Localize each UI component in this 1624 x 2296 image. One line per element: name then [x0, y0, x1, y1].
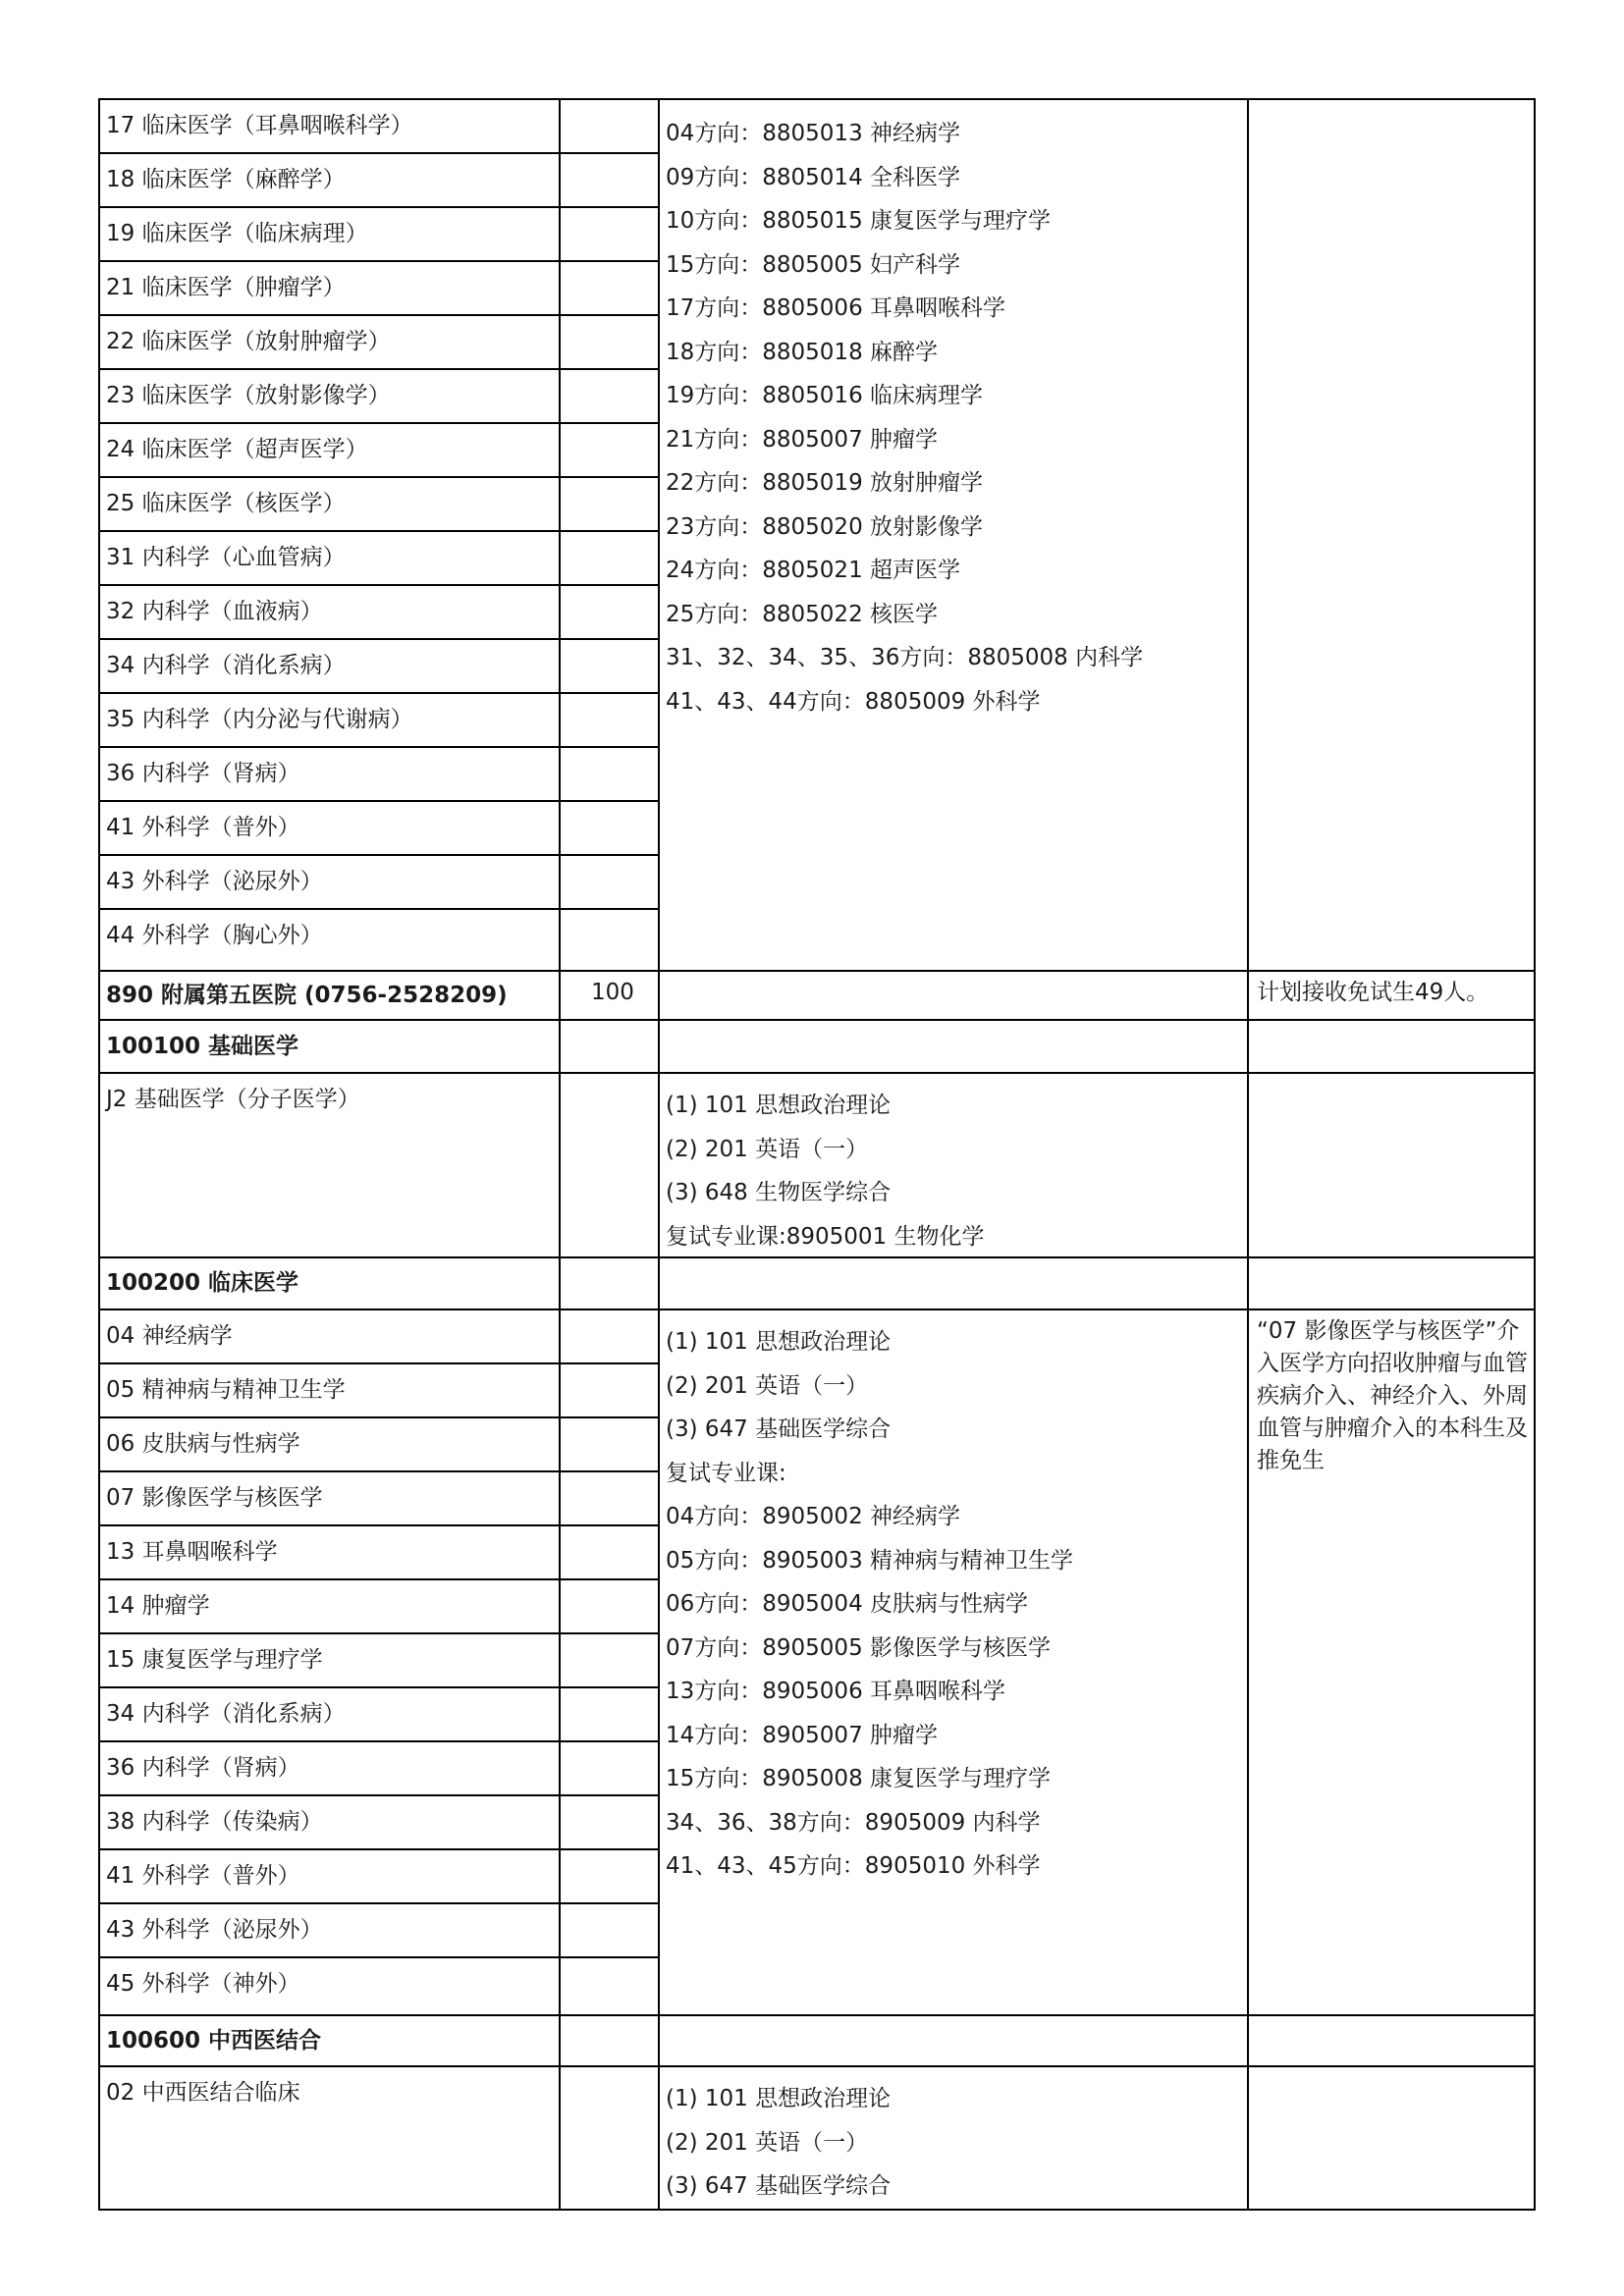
row-line	[98, 1848, 658, 1850]
col-line-3	[1247, 98, 1249, 2211]
hospital-note: 计划接收免试生49人。	[1257, 980, 1489, 1005]
major-cell: 34 内科学（消化系病）	[106, 653, 346, 678]
exam-item: (1) 101 思想政治理论	[666, 1093, 892, 1118]
hospital-name: 890 附属第五医院 (0756-2528209)	[106, 983, 508, 1008]
major-cell: 24 临床医学（超声医学）	[106, 437, 368, 462]
exam-item: 14方向：8905007 肿瘤学	[666, 1722, 939, 1748]
major-cell: 17 临床医学（耳鼻咽喉科学）	[106, 113, 413, 138]
major-cell: 41 外科学（普外）	[106, 1863, 300, 1889]
row-line	[98, 1956, 658, 1958]
major-cell: 36 内科学（肾病）	[106, 761, 300, 786]
row-line	[98, 314, 658, 316]
row-line	[98, 260, 658, 262]
row-line	[98, 1578, 658, 1580]
row-line	[98, 908, 658, 910]
exam-item: (2) 201 英语（一）	[666, 1136, 869, 1162]
major-cell: 31 内科学（心血管病）	[106, 545, 346, 570]
major-cell: 44 外科学（胸心外）	[106, 923, 323, 948]
exam-item: 22方向：8805019 放射肿瘤学	[666, 470, 984, 496]
row-line	[98, 1902, 658, 1904]
major-cell: 34 内科学（消化系病）	[106, 1701, 346, 1727]
major-cell: 43 外科学（泌尿外）	[106, 869, 323, 894]
exam-item: 05方向：8905003 精神病与精神卫生学	[666, 1547, 1074, 1574]
major-cell: 25 临床医学（核医学）	[106, 491, 346, 516]
section-header: 100200 临床医学	[106, 1270, 299, 1296]
row-line	[98, 692, 658, 694]
exam-list	[666, 2077, 891, 2209]
major-cell: 07 影像医学与核医学	[106, 1485, 323, 1511]
exam-item: (2) 201 英语（一）	[666, 1372, 869, 1399]
hospital-quota: 100	[591, 980, 634, 1005]
exam-item: 18方向：8805018 麻醉学	[666, 339, 939, 365]
row-line	[98, 1524, 658, 1526]
major-cell: J2 基础医学（分子医学）	[106, 1087, 360, 1112]
major-cell: 15 康复医学与理疗学	[106, 1647, 323, 1673]
row-line	[98, 1686, 658, 1688]
exam-item: 21方向：8805007 肿瘤学	[666, 426, 939, 453]
major-cell: 35 内科学（内分泌与代谢病）	[106, 707, 413, 732]
major-cell: 23 临床医学（放射影像学）	[106, 383, 391, 408]
major-cell: 21 临床医学（肿瘤学）	[106, 275, 346, 300]
major-cell: 45 外科学（神外）	[106, 1971, 300, 1997]
exam-item: 41、43、45方向：8905010 外科学	[666, 1853, 1041, 1879]
section-header: 100100 基础医学	[106, 1034, 299, 1059]
row-line	[98, 2014, 1536, 2016]
major-cell: 06 皮肤病与性病学	[106, 1431, 300, 1457]
exam-item: 复试专业课:	[666, 1460, 786, 1486]
exam-item: (3) 647 基础医学综合	[666, 1416, 892, 1442]
row-line	[98, 476, 658, 478]
exam-item: 13方向：8905006 耳鼻咽喉科学	[666, 1679, 1006, 1704]
exam-list	[666, 1084, 985, 1258]
row-line	[98, 854, 658, 856]
row-line	[98, 530, 658, 532]
exam-item: 07方向：8905005 影像医学与核医学	[666, 1634, 1052, 1661]
exam-list	[666, 1320, 1073, 1889]
exam-item: 04方向：8805013 神经病学	[666, 121, 961, 146]
exam-item: (2) 201 英语（一）	[666, 2129, 869, 2156]
exam-item: 复试专业课:8905001 生物化学	[666, 1223, 985, 1250]
col-line-1	[559, 98, 561, 2211]
major-cell: 13 耳鼻咽喉科学	[106, 1539, 278, 1565]
exam-item: 34、36、38方向：8905009 内科学	[666, 1809, 1041, 1836]
row-line	[98, 970, 1536, 972]
row-line	[98, 746, 658, 748]
exam-item: (3) 647 基础医学综合	[666, 2173, 892, 2199]
col-line-right	[1534, 98, 1536, 2211]
row-line	[98, 1794, 658, 1796]
admissions-table	[98, 98, 1536, 2211]
exam-item: 25方向：8805022 核医学	[666, 601, 939, 627]
row-line	[98, 2209, 1536, 2211]
row-line	[98, 1740, 658, 1742]
row-line	[98, 1470, 658, 1472]
major-cell: 22 临床医学（放射肿瘤学）	[106, 329, 391, 354]
row-line	[98, 422, 658, 424]
major-cell: 36 内科学（肾病）	[106, 1755, 300, 1781]
major-cell: 43 外科学（泌尿外）	[106, 1917, 323, 1943]
row-line	[98, 98, 1536, 100]
exam-item: 41、43、44方向：8805009 外科学	[666, 688, 1041, 715]
major-cell: 14 肿瘤学	[106, 1593, 210, 1619]
row-line	[98, 1362, 658, 1364]
section-header: 100600 中西医结合	[106, 2028, 322, 2054]
major-cell: 41 外科学（普外）	[106, 815, 300, 840]
exam-item: 17方向：8805006 耳鼻咽喉科学	[666, 295, 1006, 321]
major-cell: 02 中西医结合临床	[106, 2080, 300, 2106]
row-line	[98, 1416, 658, 1418]
exam-list	[666, 112, 1143, 723]
row-line	[98, 584, 658, 586]
row-line	[98, 800, 658, 802]
major-cell: 04 神经病学	[106, 1323, 233, 1349]
col-line-left	[98, 98, 100, 2211]
exam-item: 19方向：8805016 临床病理学	[666, 383, 984, 408]
row-line	[98, 1072, 1536, 1074]
exam-item: 23方向：8805020 放射影像学	[666, 513, 984, 540]
major-cell: 18 临床医学（麻醉学）	[106, 167, 346, 192]
row-line	[98, 1632, 658, 1634]
exam-item: 15方向：8905008 康复医学与理疗学	[666, 1766, 1052, 1791]
row-line	[98, 206, 658, 208]
row-line	[98, 1308, 1536, 1310]
clinical-note: “07 影像医学与核医学”介入医学方向招收肿瘤与血管疾病介入、神经介入、外周血管与肿瘤介入的本科生及推免生	[1257, 1318, 1528, 1473]
major-cell: 38 内科学（传染病）	[106, 1809, 323, 1835]
exam-item: 15方向：8805005 妇产科学	[666, 251, 961, 278]
row-line	[98, 152, 658, 154]
col-line-2	[658, 98, 660, 2211]
row-line	[98, 1019, 1536, 1021]
row-line	[98, 368, 658, 370]
exam-item: (1) 101 思想政治理论	[666, 2086, 892, 2111]
row-line	[98, 638, 658, 640]
major-cell: 19 临床医学（临床病理）	[106, 221, 368, 246]
row-line	[98, 2065, 1536, 2067]
exam-item: (3) 648 生物医学综合	[666, 1180, 892, 1205]
major-cell: 32 内科学（血液病）	[106, 599, 323, 624]
exam-item: 04方向：8905002 神经病学	[666, 1504, 961, 1529]
exam-item: 06方向：8905004 皮肤病与性病学	[666, 1591, 1029, 1617]
exam-item: 09方向：8805014 全科医学	[666, 164, 961, 190]
major-cell: 05 精神病与精神卫生学	[106, 1377, 346, 1403]
exam-item: 31、32、34、35、36方向：8805008 内科学	[666, 645, 1144, 670]
exam-item: (1) 101 思想政治理论	[666, 1329, 892, 1355]
exam-item: 24方向：8805021 超声医学	[666, 558, 961, 583]
exam-item: 10方向：8805015 康复医学与理疗学	[666, 208, 1052, 234]
